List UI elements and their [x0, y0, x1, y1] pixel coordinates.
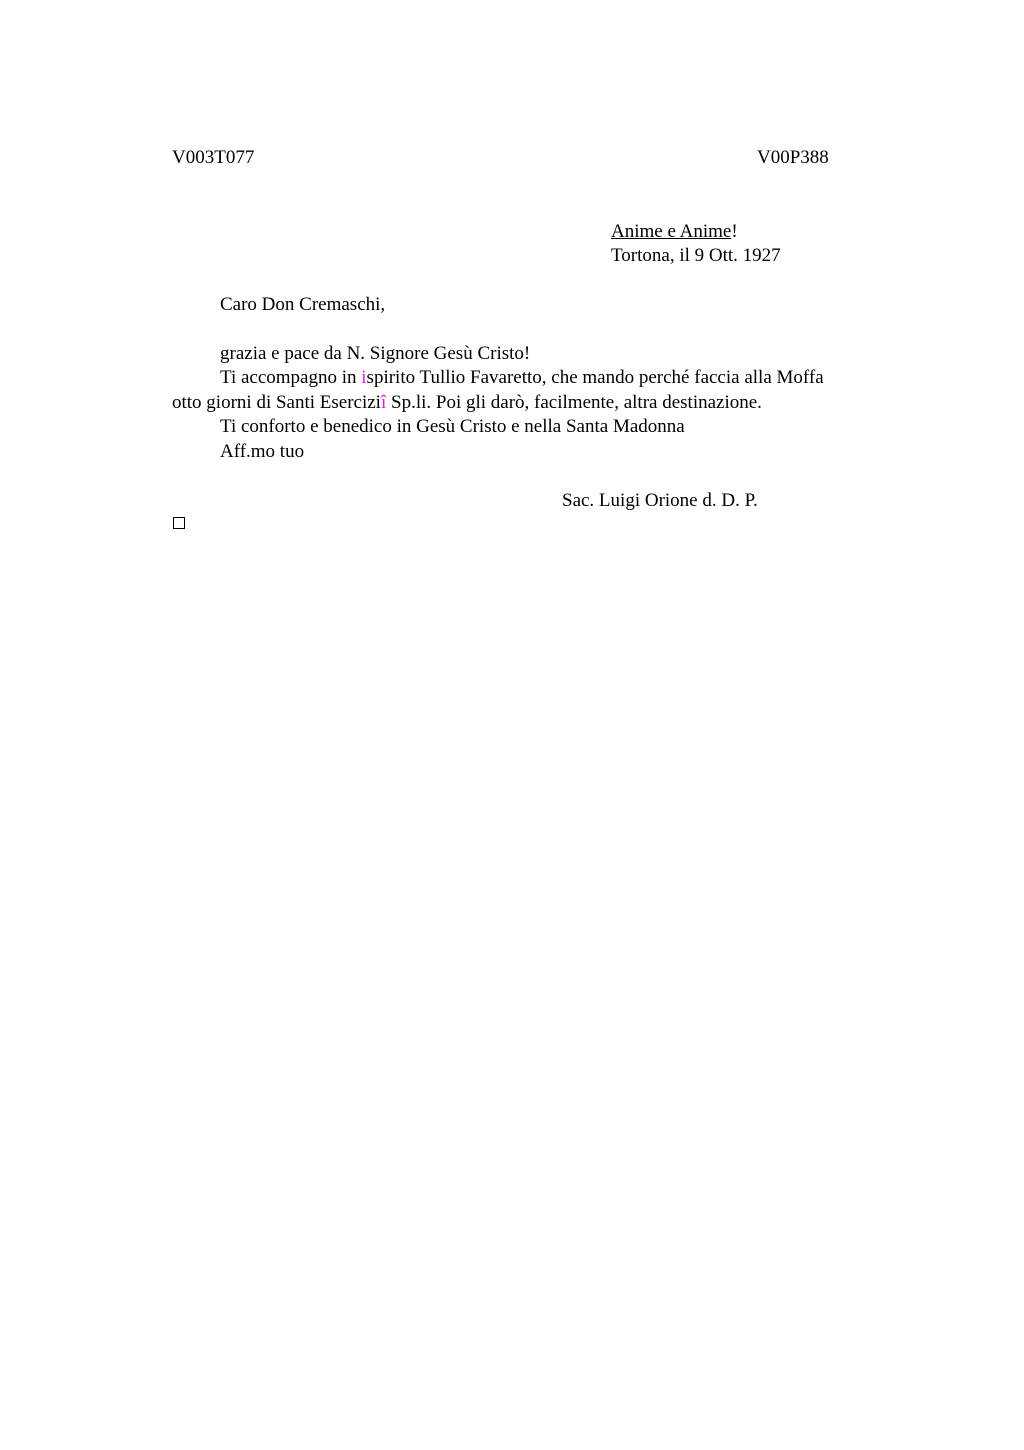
motto: [611, 220, 738, 244]
document-code-right: V00P388: [757, 147, 829, 168]
body-line-4: Ti conforto e benedico in Gesù Cristo e nella Santa Madonna: [220, 416, 685, 437]
checkbox-square: [173, 517, 185, 529]
body-line-1: grazia e pace da N. Signore Gesù Cristo!: [220, 343, 531, 364]
place-date: Tortona, il 9 Ott. 1927: [611, 245, 781, 266]
body-line-2-end: spirito Tullio Favaretto, che mando perché faccia alla Moffa: [366, 367, 824, 388]
body-line-2: [220, 366, 824, 390]
body-line-3-end: Sp.li. Poi gli darò, facilmente, altra destinazione.: [386, 392, 762, 413]
closing: Aff.mo tuo: [220, 441, 305, 462]
body-line-3-start: otto giorni di Santi Esercizi: [172, 392, 381, 413]
signature: Sac. Luigi Orione d. D. P.: [562, 490, 758, 511]
document-code-left: V003T077: [172, 147, 255, 168]
body-line-3: [172, 391, 762, 415]
salutation: Caro Don Cremaschi,: [220, 294, 386, 315]
body-line-2-start: Ti accompagno in: [220, 367, 362, 388]
motto-text: Anime e Anime: [611, 221, 732, 242]
highlighted-letter: î: [380, 392, 387, 413]
motto-punct: !: [731, 221, 738, 242]
highlighted-letter: i: [361, 367, 367, 388]
